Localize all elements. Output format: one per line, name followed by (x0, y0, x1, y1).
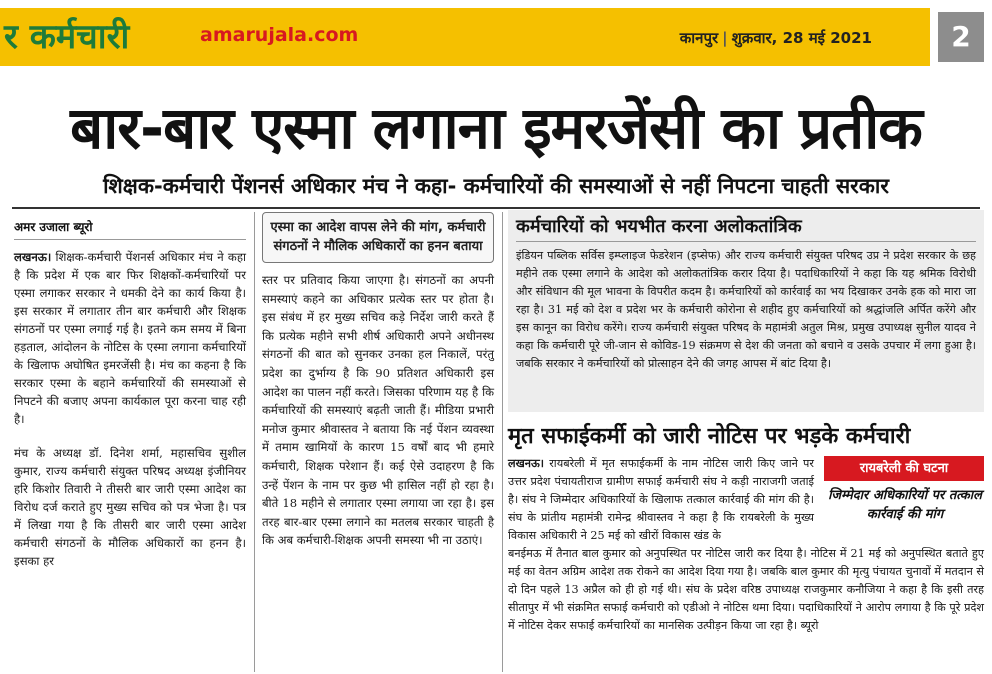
second-story-body-upper (508, 454, 814, 545)
issue-date: शुक्रवार, 28 मई 2021 (731, 29, 872, 47)
page-header (0, 0, 992, 90)
section-label: र कर्मचारी (0, 8, 178, 66)
second-story-title: मृत सफाईकर्मी को जारी नोटिस पर भड़के कर्मचारी (508, 424, 911, 449)
main-story-column-2 (262, 212, 494, 550)
side-story-title: कर्मचारियों को भयभीत करना अलोकतांत्रिक (516, 214, 976, 242)
second-story-text-upper: रायबरेली में मृत सफाईकर्मी के नाम नोटिस जारी किए जाने पर उत्तर प्रदेश पंचायतीराज ग्रामीण सफाई कर्मचारी संघ ने कड़ी नाराजगी जताई है। संघ ने जिम्मेदार अधिकारियों के खिलाफ तत्काल कार्रवाई की मांग की है। संघ के प्रांतीय महामंत्री रामेन्द्र श्रीवास्तव ने कहा है कि रायबरेली के मुख्य विकास अधिकारी ने 25 मई को खीरों विकास खंड के (508, 457, 814, 542)
pull-quote-box: एस्मा का आदेश वापस लेने की मांग, कर्मचारी संगठनों ने मौलिक अधिकारों का हनन बताया (262, 212, 494, 263)
city-name: कानपुर (679, 29, 719, 47)
second-story (508, 420, 984, 635)
page-number: 2 (938, 12, 984, 62)
main-story-body (14, 248, 246, 570)
main-story-column-1 (14, 218, 246, 586)
tag-subheading: जिम्मेदार अधिकारियों पर तत्काल कार्रवाई की मांग (828, 488, 982, 522)
side-story-body: इंडियन पब्लिक सर्विस इम्प्लाइज फेडरेशन (इप्सेफ) और राज्य कर्मचारी संयुक्त परिषद उप्र ने प्रदेश सरकार के छह महीने तक एस्मा लगाने के आदेश को अलोकतांत्रिक करार दिया है। पदाधिकारियों ने कहा कि यह श्रमिक विरोधी और संविधान की मूल भावना के विपरीत कदम है। कर्मचारियों को कार्रवाई का भय दिखाकर उनके हक को मारा जा रहा है। 31 मई को देश व प्रदेश भर के कर्मचारी कोरोना से शहीद हुए कर्मचारियों को श्रद्धांजलि अर्पित करेंगे और इस कानून का विरोध करेंगे। राज्य कर्मचारी संयुक्त परिषद के महामंत्री अतुल मिश्र, प्रमुख उपाध्यक्ष सुनील यादव ने कहा कि कर्मचारी पूरे जी-जान से कोविड-19 संक्रमण से देश की जनता को बचाने व उसके उपचार में लगा हुआ है। जबकि सरकार ने कर्मचारियों को प्रोत्साहन देने की जगह आपस में बांट दिया है। (516, 249, 976, 370)
second-story-body-lower: बनईमऊ में तैनात बाल कुमार को अनुपस्थित पर नोटिस जारी कर दिया है। नोटिस में 21 मई को अनुपस्थित बताते हुए मई का वेतन अग्रिम आदेश तक रोकने का आदेश दिया गया है। जबकि बाल कुमार की मृत्यु पंचायत चुनावों में मतदान से दो दिन पहले 13 अप्रैल को ही हो गई थी। संघ के प्रदेश वरिष्ठ उपाध्यक्ष राजकुमार कनौजिया ने कहा है कि इसी तरह सीतापुर में भी संक्रमित सफाई कर्मचारी को एडीओ ने नोटिस थमा दिया। पदाधिकारियों ने आरोप लगाया है कि पूरे प्रदेश में नोटिस देकर सफाई कर्मचारियों का मानसिक उत्पीड़न किया जा रहा है। ब्यूरो (508, 547, 984, 632)
byline: अमर उजाला ब्यूरो (14, 218, 246, 240)
main-headline: बार-बार एस्मा लगाना इमरजेंसी का प्रतीक (70, 94, 922, 162)
edition-dateline (680, 28, 872, 48)
dateline-separator: | (722, 29, 728, 47)
continuation-text: स्तर पर प्रतिवाद किया जाएगा है। संगठनों का अपनी समस्याएं कहने का अधिकार प्रत्येक स्तर पर होता है। इस संबंध में हर मुख्य सचिव कड़े निर्देश जारी करते हैं कि प्रत्येक महीने सभी शीर्ष अधिकारी अपने अधीनस्थ संगठनों की बात को सुनकर उनका हल निकालें, परंतु प्रदेश का दुर्भाग्य है कि 90 प्रतिशत अधिकारी इस आदेश का पालन नहीं करते। जिसका परिणाम यह है कि कर्मचारियों की समस्याएं बढ़ती जाती हैं। मीडिया प्रभारी मनोज कुमार श्रीवास्तव ने बताया कि नई पेंशन व्यवस्था में तमाम खामियों के कारण 15 वर्षों बाद भी हमारे कर्मचारी, शिक्षक परेशान हैं। कई ऐसे उदाहरण है कि उन्हें पेंशन के नाम पर कुछ भी हासिल नहीं हो रहा है। बीते 18 महीने से लगातार एस्मा लगाया जा रहा है। इस तरह बार-बार एस्मा लगाने का मतलब सरकार चाहती है कि अब कर्मचारी-शिक्षक अपनी समस्या भी ना उठाएं। (262, 273, 494, 548)
column-divider (502, 212, 503, 672)
side-story-box (508, 210, 984, 412)
dateline-lucknow: लखनऊ। (14, 250, 52, 264)
sub-headline: शिक्षक-कर्मचारी पेंशनर्स अधिकार मंच ने कहा- कर्मचारियों की समस्याओं से नहीं निपटना चाहती सरकार (103, 174, 889, 198)
location-tag: रायबरेली की घटना (824, 456, 984, 481)
paragraph-2: मंच के अध्यक्ष डॉ. दिनेश शर्मा, महासचिव सुशील कुमार, राज्य कर्मचारी संयुक्त परिषद अध्यक्ष इंजीनियर हरि किशोर तिवारी ने तीसरी बार जारी एस्मा आदेश का विरोध दर्ज कराते हुए मुख्य सचिव को पत्र भेजा है। पत्र में लिखा गया है कि तीसरी बार जारी एस्मा आदेश कर्मचारी संगठनों के मौलिक अधिकारों का हनन है। इसका हर (14, 446, 246, 568)
paragraph-1-text: शिक्षक-कर्मचारी पेंशनर्स अधिकार मंच ने कहा है कि प्रदेश में एक बार फिर शिक्षकों-कर्मचारियों पर एस्मा लगाकर सरकार ने धमकी देने का कार्य किया है। इस सरकार में लगातार तीन बार कर्मचारी और शिक्षक संगठनों पर एस्मा लगाई गई है। इतने कम समय में बिना हड़ताल, आंदोलन के नोटिस के एस्मा लगाना कर्मचारियों के खिलाफ अघोषित इमरजेंसी है। मंच का कहना है कि सरकार एस्मा के बहाने कर्मचारियों की समस्याओं से निपटने की बजाए अपना कार्यकाल पूरा करना चाह रही है। (14, 250, 246, 426)
headline-divider (12, 207, 980, 209)
column-divider (254, 212, 255, 672)
brand-logo: amarujala.com (200, 24, 359, 46)
paragraph-1 (14, 248, 246, 428)
dateline-lucknow: लखनऊ। (508, 456, 544, 470)
